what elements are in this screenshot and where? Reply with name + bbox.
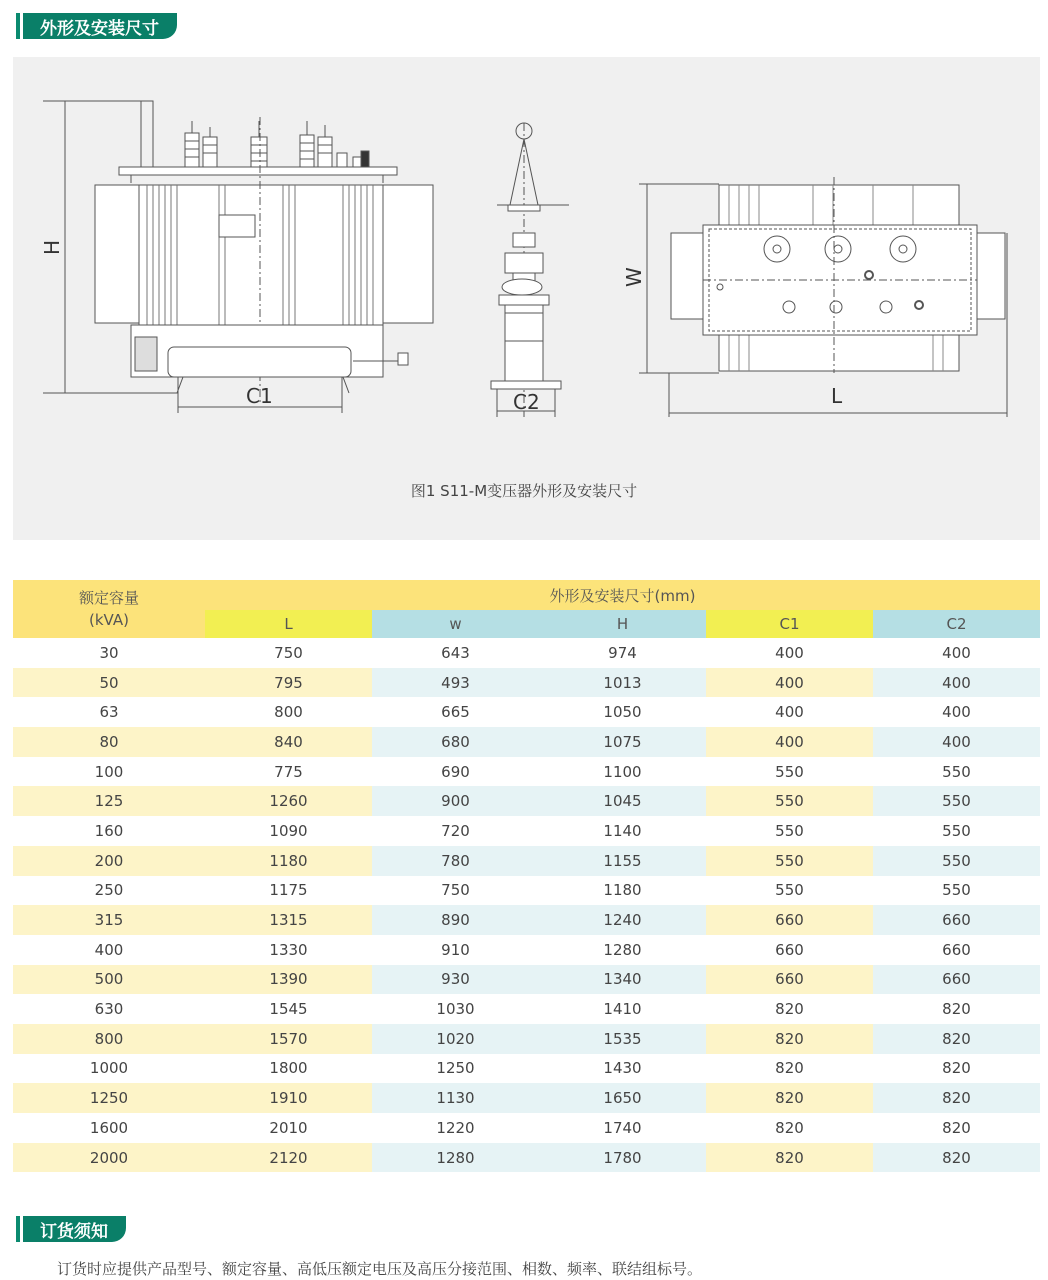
table-cell: 900 — [372, 786, 539, 816]
table-cell: 630 — [94, 1000, 124, 1019]
figure-caption: 图1 S11-M变压器外形及安装尺寸 — [410, 482, 638, 500]
label-w: W — [622, 267, 646, 287]
header-rated-capacity — [13, 580, 205, 638]
table-row — [13, 668, 1040, 698]
table-row — [13, 965, 1040, 995]
table-cell: 775 — [274, 762, 303, 781]
table-cell: 974 — [608, 643, 637, 662]
header-col-h: H — [539, 610, 706, 638]
table-cell: 2120 — [205, 1143, 372, 1173]
table-cell: 1910 — [205, 1083, 372, 1113]
table-cell: 1180 — [205, 846, 372, 876]
table-cell: 550 — [942, 821, 971, 840]
table-cell: 400 — [775, 643, 804, 662]
table-cell: 1250 — [436, 1059, 475, 1078]
table-cell: 1250 — [13, 1083, 205, 1113]
table-cell: 660 — [873, 905, 1040, 935]
table-cell: 1013 — [539, 668, 706, 698]
label-h: H — [40, 239, 64, 255]
table-cell: 690 — [441, 762, 470, 781]
table-cell: 550 — [706, 846, 873, 876]
table-row — [13, 1054, 1040, 1084]
table-row — [13, 697, 1040, 727]
figure-panel — [13, 57, 1040, 540]
table-cell: 30 — [99, 643, 119, 662]
table-cell: 550 — [706, 786, 873, 816]
table-cell: 400 — [94, 940, 124, 959]
header-col-w: w — [372, 610, 539, 638]
table-cell: 820 — [775, 1000, 804, 1019]
table-cell: 1315 — [205, 905, 372, 935]
table-row — [13, 786, 1040, 816]
table-cell: 910 — [441, 940, 470, 959]
table-cell: 125 — [13, 786, 205, 816]
table-cell: 820 — [873, 1024, 1040, 1054]
table-cell: 750 — [441, 881, 470, 900]
dimensions-table — [13, 580, 1040, 1172]
table-row — [13, 905, 1040, 935]
table-cell: 800 — [274, 703, 303, 722]
table-cell: 100 — [94, 762, 124, 781]
table-cell: 820 — [873, 1083, 1040, 1113]
table-row — [13, 935, 1040, 965]
table-cell: 2000 — [13, 1143, 205, 1173]
table-cell: 1800 — [269, 1059, 308, 1078]
table-row — [13, 1024, 1040, 1054]
table-cell: 1240 — [539, 905, 706, 935]
header-col-c1: C1 — [706, 610, 873, 638]
table-row — [13, 816, 1040, 846]
table-cell: 800 — [13, 1024, 205, 1054]
table-cell: 160 — [94, 821, 124, 840]
table-cell: 1020 — [372, 1024, 539, 1054]
table-cell: 1155 — [539, 846, 706, 876]
table-cell: 250 — [94, 881, 124, 900]
table-row — [13, 876, 1040, 906]
table-cell: 1390 — [205, 965, 372, 995]
table-cell: 1175 — [269, 881, 308, 900]
table-cell: 1100 — [603, 762, 642, 781]
table-cell: 1330 — [269, 940, 308, 959]
table-cell: 1000 — [89, 1059, 129, 1078]
table-cell: 63 — [99, 703, 119, 722]
table-cell: 400 — [775, 703, 804, 722]
table-cell: 400 — [942, 703, 971, 722]
table-cell: 660 — [775, 940, 804, 959]
table-cell: 1260 — [205, 786, 372, 816]
table-cell: 1045 — [539, 786, 706, 816]
table-cell: 820 — [775, 1059, 804, 1078]
table-cell: 1140 — [603, 821, 642, 840]
table-cell: 1570 — [205, 1024, 372, 1054]
table-cell: 1280 — [603, 940, 642, 959]
table-body — [13, 638, 1040, 1172]
table-cell: 2010 — [269, 1118, 308, 1137]
table-row — [13, 994, 1040, 1024]
table-cell: 660 — [942, 940, 971, 959]
table-cell: 1600 — [89, 1118, 129, 1137]
table-row — [13, 1143, 1040, 1173]
table-cell: 1090 — [269, 821, 308, 840]
table-cell: 1050 — [603, 703, 642, 722]
table-cell: 1650 — [539, 1083, 706, 1113]
table-cell: 660 — [706, 965, 873, 995]
label-c2: C2 — [513, 390, 540, 414]
table-cell: 550 — [942, 762, 971, 781]
table-cell: 750 — [274, 643, 303, 662]
table-row — [13, 638, 1040, 668]
table-cell: 400 — [942, 643, 971, 662]
table-cell: 680 — [372, 727, 539, 757]
table-cell: 930 — [372, 965, 539, 995]
table-cell: 1535 — [539, 1024, 706, 1054]
table-cell: 820 — [706, 1024, 873, 1054]
label-c1: C1 — [246, 384, 273, 408]
table-cell: 550 — [873, 786, 1040, 816]
table-cell: 1410 — [603, 1000, 642, 1019]
table-cell: 1180 — [603, 881, 642, 900]
table-cell: 660 — [706, 905, 873, 935]
table-row — [13, 757, 1040, 787]
table-cell: 50 — [13, 668, 205, 698]
ordering-note: 订货时应提供产品型号、额定容量、高低压额定电压及高压分接范围、相数、频率、联结组标号。 — [57, 1260, 703, 1278]
section-title-dimensions — [16, 13, 177, 39]
table-cell: 550 — [942, 881, 971, 900]
table-cell: 550 — [873, 846, 1040, 876]
table-cell: 1340 — [539, 965, 706, 995]
table-cell: 660 — [873, 965, 1040, 995]
table-row — [13, 727, 1040, 757]
table-cell: 493 — [372, 668, 539, 698]
header-col-c2: C2 — [873, 610, 1040, 638]
table-cell: 780 — [372, 846, 539, 876]
table-cell: 665 — [441, 703, 470, 722]
table-cell: 795 — [205, 668, 372, 698]
section-title-label: 订货须知 — [23, 1216, 126, 1242]
table-cell: 400 — [873, 668, 1040, 698]
table-cell: 1430 — [603, 1059, 642, 1078]
table-row — [13, 1083, 1040, 1113]
section-title-label: 外形及安装尺寸 — [23, 13, 177, 39]
table-cell: 400 — [873, 727, 1040, 757]
table-cell: 720 — [441, 821, 470, 840]
table-cell: 820 — [942, 1059, 971, 1078]
header-col-l: L — [205, 610, 372, 638]
section-title-ordering — [16, 1216, 126, 1242]
table-cell: 550 — [775, 821, 804, 840]
table-row — [13, 846, 1040, 876]
table-row — [13, 1113, 1040, 1143]
table-cell: 1740 — [603, 1118, 642, 1137]
table-cell: 820 — [706, 1143, 873, 1173]
table-cell: 820 — [942, 1118, 971, 1137]
table-cell: 1075 — [539, 727, 706, 757]
header-dimensions-group: 外形及安装尺寸(mm) — [205, 580, 1040, 610]
table-cell: 820 — [706, 1083, 873, 1113]
table-cell: 1780 — [539, 1143, 706, 1173]
table-cell: 820 — [873, 1143, 1040, 1173]
table-cell: 1130 — [372, 1083, 539, 1113]
label-l: L — [831, 384, 843, 408]
table-cell: 550 — [775, 762, 804, 781]
header-rated-line2: (kVA) — [89, 611, 129, 629]
table-cell: 1280 — [372, 1143, 539, 1173]
table-cell: 840 — [205, 727, 372, 757]
table-cell: 400 — [706, 668, 873, 698]
table-cell: 820 — [942, 1000, 971, 1019]
transformer-drawing — [13, 57, 1040, 540]
table-cell: 80 — [13, 727, 205, 757]
table-cell: 1545 — [269, 1000, 308, 1019]
table-cell: 1030 — [436, 1000, 475, 1019]
table-cell: 643 — [441, 643, 470, 662]
table-cell: 400 — [706, 727, 873, 757]
table-cell: 1220 — [436, 1118, 475, 1137]
table-cell: 550 — [775, 881, 804, 900]
title-accent-bar — [16, 13, 20, 39]
table-cell: 200 — [13, 846, 205, 876]
table-cell: 890 — [372, 905, 539, 935]
table-cell: 500 — [13, 965, 205, 995]
table-cell: 315 — [13, 905, 205, 935]
header-rated-line1: 额定容量 — [78, 589, 139, 607]
table-cell: 820 — [775, 1118, 804, 1137]
title-accent-bar — [16, 1216, 20, 1242]
